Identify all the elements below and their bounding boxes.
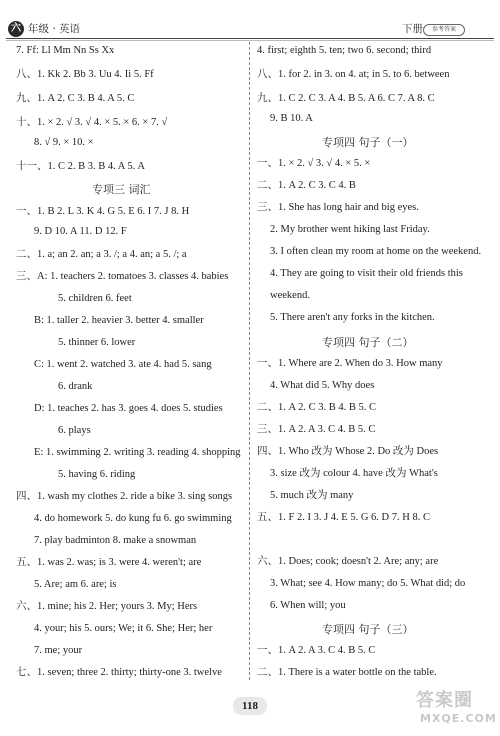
answer-line: 五、1. was 2. was; is 3. were 4. weren't; are <box>16 557 202 568</box>
answer-line: 5. There aren't any forks in the kitchen. <box>270 312 435 323</box>
answer-line: 二、1. A 2. C 3. B 4. B 5. C <box>257 402 377 413</box>
answer-line: 4. your; his 5. ours; We; it 6. She; Her; her <box>34 623 213 634</box>
answer-line: 3. I often clean my room at home on the weekend. <box>270 246 482 257</box>
answer-line: 一、1. × 2. √ 3. √ 4. × 5. × <box>257 158 371 169</box>
answer-line: 二、1. There is a water bottle on the table. <box>257 667 437 678</box>
answer-line: 十、1. × 2. √ 3. √ 4. × 5. × 6. × 7. √ <box>16 117 168 128</box>
section-title-sentences-1: 专项四 句子（一） <box>322 136 414 149</box>
answer-line: E: 1. swimming 2. writing 3. reading 4. shopping <box>34 447 241 458</box>
section-title-sentences-2: 专项四 句子（二） <box>322 336 414 349</box>
volume-label: 下册 <box>402 23 423 35</box>
answer-line: 9. D 10. A 11. D 12. F <box>34 226 127 237</box>
answer-line: 三、A: 1. teachers 2. tomatoes 3. classes 4. babies <box>16 271 229 282</box>
answer-line: 4. first; eighth 5. ten; two 6. second; third <box>257 45 432 56</box>
answer-line: B: 1. taller 2. heavier 3. better 4. smaller <box>34 315 204 326</box>
grade-subject-label: 年级 · 英语 <box>28 23 81 35</box>
grade-badge: 六 <box>8 21 24 37</box>
answer-line: 6. plays <box>58 425 91 436</box>
answer-line: 5. having 6. riding <box>58 469 136 480</box>
answer-line: 6. drank <box>58 381 93 392</box>
answer-line: 二、1. A 2. C 3. C 4. B <box>257 180 356 191</box>
answer-line: 八、1. for 2. in 3. on 4. at; in 5. to 6. between <box>257 69 450 80</box>
answer-line: 5. children 6. feet <box>58 293 132 304</box>
answer-line: 五、1. F 2. I 3. J 4. E 5. G 6. D 7. H 8. C <box>257 512 430 523</box>
answer-line: 九、1. C 2. C 3. A 4. B 5. A 6. C 7. A 8. C <box>257 93 435 104</box>
answer-line: 3. size 改为 colour 4. have 改为 What's <box>270 468 438 479</box>
watermark-text-top: 答案圈 <box>416 690 473 711</box>
answer-line: 6. When will; you <box>270 600 346 611</box>
answer-line: 4. They are going to visit their old friends this <box>270 268 463 279</box>
column-divider <box>249 42 250 680</box>
answer-line: 十一、1. C 2. B 3. B 4. A 5. A <box>16 161 145 172</box>
header-rule <box>6 38 494 39</box>
answer-line: 2. My brother went hiking last Friday. <box>270 224 430 235</box>
answer-line: 一、1. A 2. A 3. C 4. B 5. C <box>257 645 376 656</box>
answer-line: 三、1. She has long hair and big eyes. <box>257 202 419 213</box>
answer-line: 4. What did 5. Why does <box>270 380 375 391</box>
answer-line: 二、1. a; an 2. an; a 3. /; a 4. an; a 5. /; a <box>16 249 187 260</box>
watermark-logo <box>416 686 496 730</box>
answer-line: weekend. <box>270 290 310 301</box>
answer-line: 5. much 改为 many <box>270 490 354 501</box>
answer-line: 7. play badminton 8. make a snowman <box>34 535 197 546</box>
answer-line: 3. What; see 4. How many; do 5. What did; do <box>270 578 466 589</box>
answer-line: 7. me; your <box>34 645 83 656</box>
answer-line: 六、1. Does; cook; doesn't 2. Are; any; are <box>257 556 439 567</box>
answer-line: 四、1. wash my clothes 2. ride a bike 3. sing songs <box>16 491 233 502</box>
header-rule-thin <box>6 40 494 41</box>
answer-line: 一、1. B 2. L 3. K 4. G 5. E 6. I 7. J 8. H <box>16 206 190 217</box>
answer-line: 4. do homework 5. do kung fu 6. go swimming <box>34 513 232 524</box>
answer-line: 六、1. mine; his 2. Her; yours 3. My; Hers <box>16 601 198 612</box>
answer-line: 一、1. Where are 2. When do 3. How many <box>257 358 443 369</box>
section-title-vocabulary: 专项三 词汇 <box>92 183 151 196</box>
answer-line: 5. Are; am 6. are; is <box>34 579 117 590</box>
answer-line: 8. √ 9. × 10. × <box>34 137 94 148</box>
page-number: 118 <box>242 700 258 712</box>
answer-line: 三、1. A 2. A 3. C 4. B 5. C <box>257 424 376 435</box>
answer-line: 5. thinner 6. lower <box>58 337 136 348</box>
answer-line: 八、1. Kk 2. Bb 3. Uu 4. Ii 5. Ff <box>16 69 154 80</box>
answer-line: D: 1. teaches 2. has 3. goes 4. does 5. studies <box>34 403 223 414</box>
answer-line: 9. B 10. A <box>270 113 313 124</box>
answer-line: 九、1. A 2. C 3. B 4. A 5. C <box>16 93 135 104</box>
answer-line: 7. Ff: Ll Mm Nn Ss Xx <box>16 45 115 56</box>
watermark-text-bottom: MXQE.COM <box>420 712 497 725</box>
answer-line: 七、1. seven; three 2. thirty; thirty-one 3. twelve <box>16 667 222 678</box>
answer-line: 四、1. Who 改为 Whose 2. Do 改为 Does <box>257 446 439 457</box>
answer-line: C: 1. went 2. watched 3. ate 4. had 5. sang <box>34 359 212 370</box>
page-header <box>0 0 500 40</box>
section-title-sentences-3: 专项四 句子（三） <box>322 623 414 636</box>
answer-key-tag: 参考答案 <box>423 24 465 36</box>
